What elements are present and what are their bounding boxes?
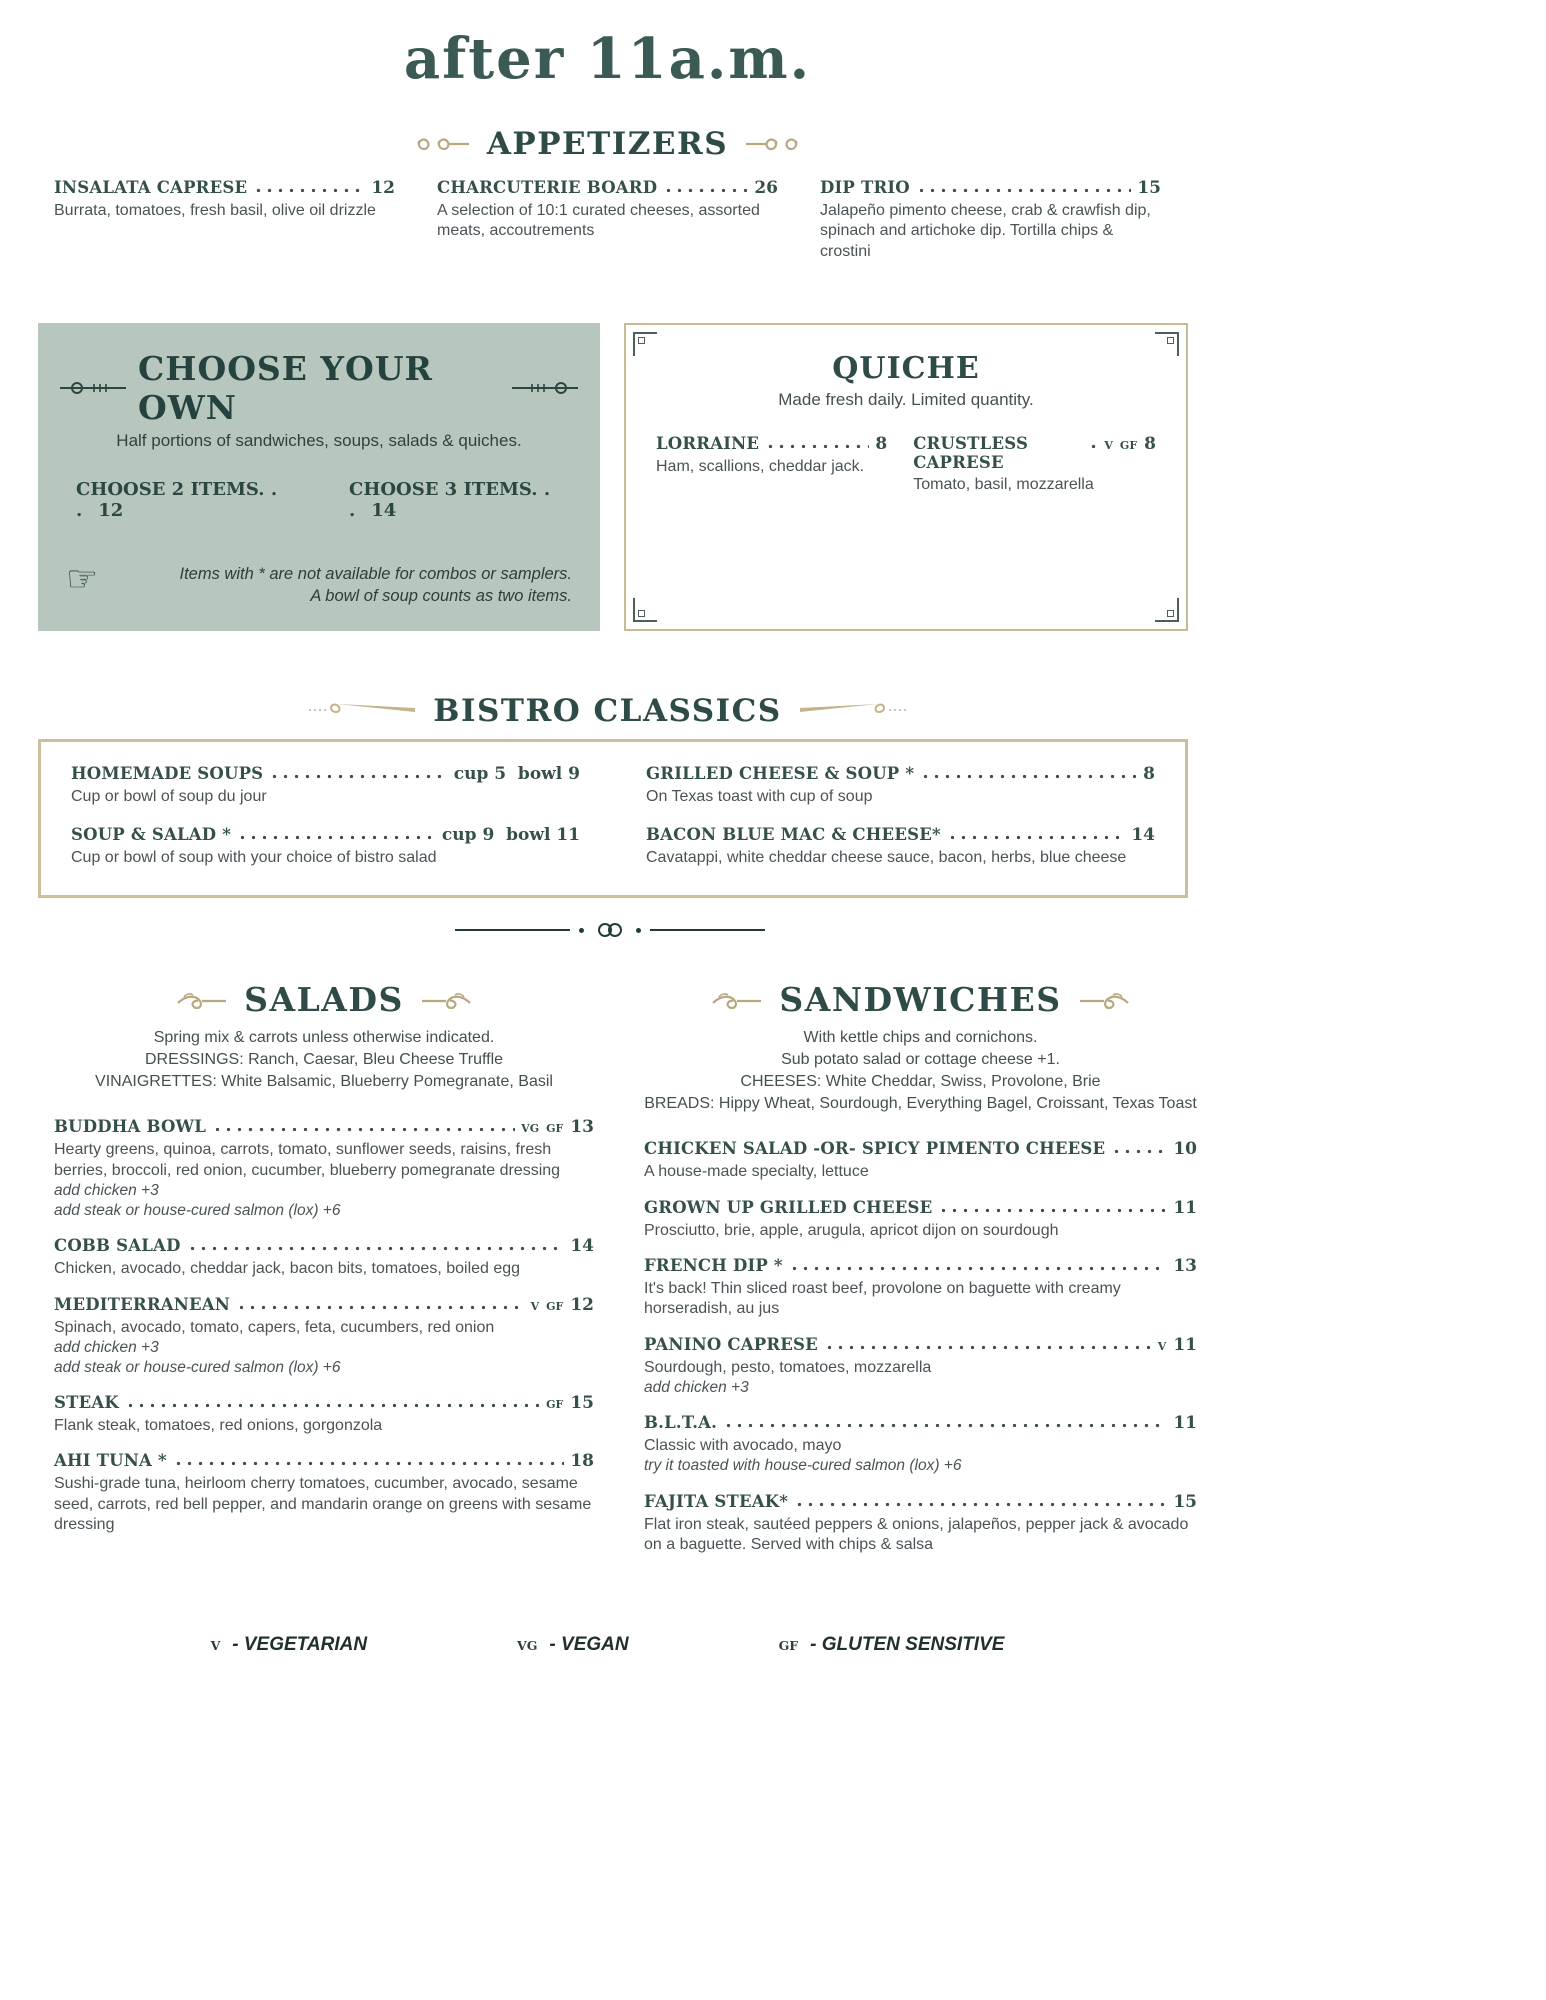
item-description: Jalapeño pimento cheese, crab & crawfish dip, spinach and artichoke dip. Tortilla chips & crostini [820, 202, 1151, 260]
item-addon: add chicken +3 [54, 1338, 159, 1356]
item-name: LORRAINE [656, 433, 760, 453]
menu-item-grown-up-grilled-cheese [644, 1198, 1197, 1241]
appetizers-list [0, 178, 1215, 277]
sandwiches-intro [644, 1027, 1197, 1115]
item-name: STEAK [54, 1393, 119, 1413]
legend-label: - GLUTEN SENSITIVE [810, 1634, 1005, 1656]
item-addon: add steak or house-cured salmon (lox) +6 [54, 1202, 341, 1220]
line-circle-ornament-icon [512, 380, 578, 396]
menu-item-panino-caprese [644, 1335, 1197, 1398]
item-line [54, 1451, 594, 1471]
item-name: BUDDHA BOWL [54, 1117, 207, 1137]
menu-item-lorraine [656, 434, 887, 495]
flourish-icon [409, 134, 471, 154]
menu-item-fajita-steak [644, 1492, 1197, 1556]
item-price: 14 [1131, 824, 1155, 845]
corner-ornament-icon [1155, 598, 1179, 622]
item-name: HOMEMADE SOUPS [71, 764, 264, 784]
item-description: A selection of 10:1 curated cheeses, assorted meats, accoutrements [437, 202, 760, 240]
intro-line: With kettle chips and cornichons. [803, 1029, 1038, 1047]
dotted-leader [236, 1304, 524, 1310]
dotted-leader [269, 773, 447, 779]
item-line [54, 1295, 594, 1315]
page-title: after 11a.m. [403, 26, 812, 92]
dotted-leader [723, 1422, 1167, 1428]
option-label: CHOOSE 3 ITEMS. . . [349, 478, 551, 521]
quiche-title: QUICHE [832, 350, 980, 386]
item-name: SOUP & SALAD * [71, 824, 232, 844]
salads-header [54, 980, 594, 1019]
item-description: Prosciutto, brie, apple, arugula, apricot dijon on sourdough [644, 1221, 1059, 1239]
divider-line [650, 929, 765, 931]
divider-dot [579, 928, 584, 933]
salads-column [54, 980, 594, 1570]
choose-your-own-header [60, 349, 578, 427]
legend-item-gluten-sensitive [779, 1634, 1005, 1656]
diet-badge: GF [546, 1398, 564, 1412]
menu-item-bacon-blue-mac [646, 825, 1155, 868]
menu-item-insalata-caprese [54, 178, 395, 262]
menu-item-crustless-caprese [913, 434, 1156, 495]
option-label: CHOOSE 2 ITEMS. . . [76, 478, 278, 521]
dotted-leader [253, 187, 365, 193]
dotted-leader [789, 1265, 1168, 1271]
dotted-leader [765, 443, 869, 449]
menu-item-soup-and-salad [71, 825, 580, 868]
intro-line: Sub potato salad or cottage cheese +1. [781, 1051, 1060, 1069]
menu-item-ahi-tuna [54, 1451, 594, 1535]
menu-item-blta [644, 1413, 1197, 1476]
option-price: 12 [98, 499, 124, 521]
note-text [114, 563, 572, 608]
quiche-box [624, 323, 1188, 632]
legend-item-vegan [517, 1634, 629, 1656]
item-addon: add chicken +3 [644, 1378, 749, 1396]
appetizers-title: APPETIZERS [486, 126, 729, 162]
divider-dot [636, 928, 641, 933]
note-line: Items with * are not available for combos or samplers. [179, 564, 572, 583]
item-name: GRILLED CHEESE & SOUP * [646, 764, 915, 784]
item-line [71, 764, 580, 784]
item-description: Cavatappi, white cheddar cheese sauce, bacon, herbs, blue cheese [646, 848, 1127, 866]
corner-ornament-icon [633, 598, 657, 622]
item-name: DIP TRIO [820, 178, 910, 197]
item-line [54, 1117, 594, 1137]
item-line [644, 1198, 1197, 1218]
dotted-leader [938, 1207, 1167, 1213]
item-price: 12 [570, 1294, 594, 1315]
item-addon: try it toasted with house-cured salmon (lox) +6 [644, 1457, 962, 1475]
dotted-leader [920, 773, 1137, 779]
boxes-row [38, 323, 1188, 632]
bistro-classics-box [38, 739, 1188, 898]
item-description: Ham, scallions, cheddar jack. [656, 457, 865, 475]
diet-badge: VG [521, 1122, 540, 1136]
note-line: A bowl of soup counts as two items. [310, 587, 572, 606]
item-description: A house-made specialty, lettuce [644, 1163, 869, 1181]
item-price: 8 [875, 433, 888, 454]
intro-line: VINAIGRETTES: White Balsamic, Blueberry Pomegranate, Basil [95, 1073, 553, 1091]
legend-label: - VEGETARIAN [232, 1634, 368, 1656]
choose-your-own-subtitle: Half portions of sandwiches, soups, salads & quiches. [116, 430, 522, 450]
item-name: B.L.T.A. [644, 1413, 718, 1433]
item-name: GROWN UP GRILLED CHEESE [644, 1197, 933, 1217]
item-line [820, 178, 1161, 198]
dotted-leader [212, 1126, 515, 1132]
corner-ornament-icon [1155, 332, 1179, 356]
choose-option [349, 479, 578, 521]
legend-code: VG [517, 1638, 538, 1654]
legend-code: GF [778, 1638, 799, 1654]
item-price: 11 [1173, 1334, 1197, 1355]
salads-title: SALADS [244, 980, 404, 1020]
bistro-classics-header [0, 693, 1215, 729]
item-name: BACON BLUE MAC & CHEESE* [646, 824, 941, 844]
item-description: It's back! Thin sliced roast beef, provolone on baguette with creamy horseradish, au jus [644, 1280, 1121, 1318]
item-addon: add steak or house-cured salmon (lox) +6 [54, 1359, 341, 1376]
item-line [54, 1236, 594, 1256]
salads-intro [54, 1027, 594, 1093]
flourish-icon [744, 134, 806, 154]
diet-badge: GF [546, 1299, 564, 1313]
quiche-items [650, 434, 1162, 510]
item-line [644, 1256, 1197, 1276]
item-description: Cup or bowl of soup with your choice of bistro salad [71, 848, 437, 866]
intro-line: DRESSINGS: Ranch, Caesar, Bleu Cheese Truffle [144, 1051, 504, 1069]
sandwiches-title: SANDWICHES [779, 980, 1062, 1020]
item-name: CHICKEN SALAD -OR- SPICY PIMENTO CHEESE [644, 1139, 1106, 1159]
appetizers-header [0, 126, 1215, 162]
item-price: 14 [570, 1236, 594, 1257]
item-line [644, 1413, 1197, 1433]
item-description: Flat iron steak, sautéed peppers & onions, jalapeños, pepper jack & avocado on a baguette. Served with chips & salsa [644, 1515, 1189, 1553]
item-description: Classic with avocado, mayo [644, 1437, 842, 1455]
line-circle-ornament-icon [60, 380, 126, 396]
menu-item-cobb-salad [54, 1236, 594, 1279]
item-price: 15 [1137, 178, 1161, 198]
menu-item-buddha-bowl [54, 1117, 594, 1221]
item-price: 11 [1173, 1197, 1197, 1218]
dotted-leader [663, 187, 748, 193]
item-description: On Texas toast with cup of soup [646, 788, 873, 806]
sandwiches-column [644, 980, 1197, 1570]
legend-label: - VEGAN [549, 1634, 629, 1656]
dotted-leader [173, 1460, 565, 1466]
choose-your-own-title: CHOOSE YOUR OWN [138, 348, 433, 427]
item-name: FAJITA STEAK* [644, 1491, 789, 1511]
item-description: Flank steak, tomatoes, red onions, gorgonzola [54, 1417, 383, 1435]
quiche-subtitle: Made fresh daily. Limited quantity. [778, 389, 1034, 409]
item-price: 18 [570, 1451, 594, 1472]
choose-option [76, 479, 305, 521]
item-line [437, 178, 778, 198]
item-price: 26 [754, 178, 778, 198]
dotted-leader [187, 1245, 565, 1251]
item-price: cup 9 bowl 11 [441, 824, 580, 845]
item-name: CRUSTLESS CAPRESE [913, 433, 1029, 472]
legend-code: V [210, 1638, 221, 1654]
wedge-ornament-icon [798, 701, 908, 721]
diet-badge: V [1157, 1339, 1167, 1353]
item-price: 13 [570, 1117, 594, 1138]
diet-badge: GF [1119, 438, 1138, 452]
option-price: 14 [371, 499, 397, 521]
item-description: Chicken, avocado, cheddar jack, bacon bits, tomatoes, boiled egg [54, 1260, 521, 1278]
item-line [54, 1393, 594, 1413]
item-price: 15 [1173, 1491, 1197, 1512]
item-line [54, 178, 395, 198]
dotted-leader [916, 187, 1131, 193]
choose-your-own-box [38, 323, 600, 632]
item-name: MEDITERRANEAN [54, 1294, 231, 1314]
leaf-flourish-icon [1078, 991, 1132, 1009]
dotted-leader [1088, 443, 1098, 449]
item-line [644, 1335, 1197, 1355]
item-addon: add chicken +3 [54, 1181, 159, 1199]
item-description: Sourdough, pesto, tomatoes, mozzarella [644, 1358, 932, 1376]
item-description: Tomato, basil, mozzarella [913, 475, 1094, 493]
item-name: AHI TUNA * [54, 1451, 167, 1471]
item-description: Burrata, tomatoes, fresh basil, olive oil drizzle [54, 202, 376, 219]
item-price: 13 [1173, 1256, 1197, 1277]
item-description: Hearty greens, quinoa, carrots, tomato, sunflower seeds, raisins, fresh berries, broccoli, red onion, cucumber, blueberry pomegranate dressing [54, 1141, 561, 1179]
item-price: 8 [1144, 433, 1156, 454]
legend-item-vegetarian [211, 1634, 367, 1656]
dotted-leader [125, 1402, 540, 1408]
menu-item-french-dip [644, 1256, 1197, 1320]
menu-item-dip-trio [820, 178, 1161, 262]
item-price: 8 [1143, 764, 1155, 785]
item-name: PANINO CAPRESE [644, 1334, 818, 1354]
item-description: Sushi-grade tuna, heirloom cherry tomatoes, cucumber, avocado, sesame seed, carrots, red bell pepper, and mandarin orange on greens with sesame dressing [54, 1475, 592, 1534]
item-price: 11 [1173, 1413, 1197, 1434]
item-description: Cup or bowl of soup du jour [71, 788, 267, 806]
intro-line: Spring mix & carrots unless otherwise indicated. [153, 1029, 495, 1047]
item-price: cup 5 bowl 9 [453, 764, 580, 785]
leaf-flourish-icon [420, 991, 474, 1009]
item-line [646, 764, 1155, 784]
item-name: CHARCUTERIE BOARD [437, 178, 658, 197]
choose-note [60, 557, 578, 608]
diet-badge: V [530, 1299, 540, 1313]
wedge-ornament-icon [307, 701, 417, 721]
item-price: 15 [570, 1393, 594, 1414]
menu-item-chicken-salad-or-pimento [644, 1139, 1197, 1182]
knot-ornament-icon [593, 922, 627, 938]
menu-item-charcuterie-board [437, 178, 778, 262]
item-description: Spinach, avocado, tomato, capers, feta, cucumbers, red onion [54, 1318, 495, 1336]
menu-item-steak-salad [54, 1393, 594, 1436]
menu-item-grilled-cheese-and-soup [646, 764, 1155, 807]
dotted-leader [1111, 1148, 1167, 1154]
corner-ornament-icon [633, 332, 657, 356]
dotted-leader [237, 834, 436, 840]
item-name: COBB SALAD [54, 1236, 181, 1256]
item-line [913, 434, 1156, 472]
dotted-leader [824, 1344, 1152, 1350]
menu-item-homemade-soups [71, 764, 580, 807]
section-divider [455, 922, 765, 938]
divider-line [455, 929, 570, 931]
dotted-leader [794, 1501, 1167, 1507]
diet-badge: GF [546, 1122, 564, 1136]
item-line [646, 825, 1155, 845]
dotted-leader [947, 834, 1126, 840]
diet-badge: V [1104, 438, 1113, 452]
item-price: 10 [1173, 1139, 1197, 1160]
intro-line: CHEESES: White Cheddar, Swiss, Provolone, Brie [740, 1073, 1101, 1091]
diet-legend [0, 1634, 1215, 1656]
bistro-classics-title: BISTRO CLASSICS [433, 693, 782, 730]
item-line [71, 825, 580, 845]
item-line [644, 1139, 1197, 1159]
sandwiches-header [644, 980, 1197, 1019]
item-line [656, 434, 887, 454]
leaf-flourish-icon [174, 991, 228, 1009]
leaf-flourish-icon [709, 991, 763, 1009]
item-name: FRENCH DIP * [644, 1256, 783, 1276]
salads-sandwiches-columns [54, 980, 1215, 1570]
pointing-hand-icon: ☞ [66, 557, 99, 599]
item-price: 12 [371, 178, 395, 198]
choose-options [60, 479, 578, 521]
item-name: INSALATA CAPRESE [54, 178, 248, 197]
intro-line: BREADS: Hippy Wheat, Sourdough, Everything Bagel, Croissant, Texas Toast [644, 1095, 1197, 1113]
item-line [644, 1492, 1197, 1512]
menu-item-mediterranean [54, 1295, 594, 1379]
